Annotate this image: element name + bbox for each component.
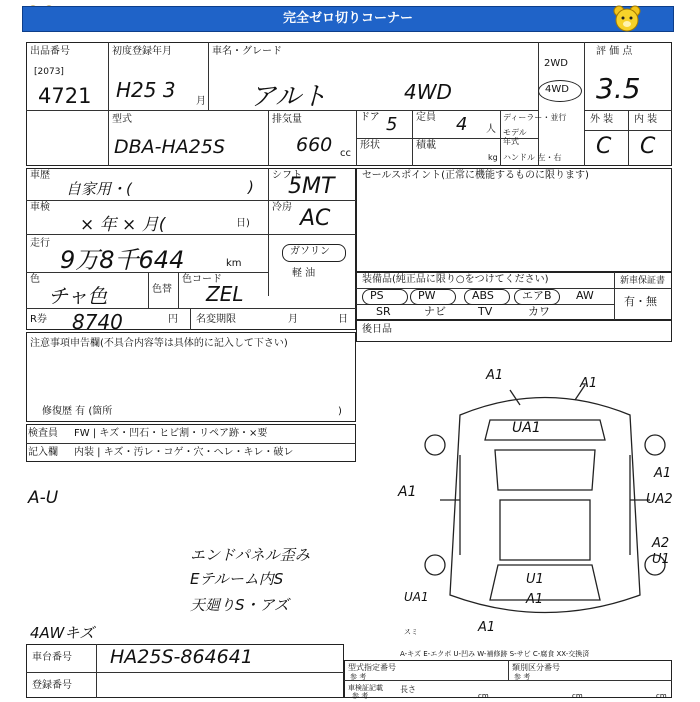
recycle-label: R券 [30, 314, 47, 325]
mark-left-a1: A1 [398, 484, 417, 500]
remark-bottom: 4AWキズ [30, 624, 95, 642]
mileage-unit: km [226, 258, 242, 269]
capacity-label: 定員 [416, 112, 436, 123]
equipment-circle [362, 289, 408, 305]
remark-line-1: エンドパネル歪み [190, 546, 310, 564]
designation-ref: 参 考 [350, 673, 367, 681]
sales-point-box [356, 168, 672, 272]
drive-2wd: 2WD [544, 58, 568, 69]
score-label: 評 価 点 [596, 46, 633, 57]
mark-right-a1: A1 [654, 466, 672, 481]
repair-history: 修復歴 有 (箇所 [42, 406, 113, 417]
load-unit: kg [488, 153, 498, 162]
bear-mascot-right-icon [612, 4, 642, 34]
doors-value: 5 [386, 114, 398, 135]
sales-point-label: セールスポイント(正常に機能するものに限ります) [362, 170, 589, 181]
checker-row-1: FW | キズ・凹石・ヒビ割・リペア跡・×要 [74, 428, 268, 439]
lot-small-number: [2073] [34, 67, 64, 77]
registration-unit: 月 [196, 96, 206, 107]
page-banner [22, 6, 674, 32]
equipment-item: ABS [472, 289, 494, 302]
remark-au: A-U [28, 488, 59, 508]
equipment-item: カワ [528, 305, 550, 318]
capacity-value: 4 [456, 114, 468, 135]
shape-label: 形状 [360, 140, 380, 151]
remark-line-3: 天廻りS・アズ [190, 596, 289, 614]
mileage-label: 走行 [30, 238, 50, 249]
displacement-value: 660 [296, 134, 333, 156]
mark-bottom-a1: A1 [478, 620, 496, 635]
inspection-day: 日) [236, 218, 250, 229]
size-length: 長さ [400, 685, 416, 694]
mark-rear-a1: A1 [526, 592, 544, 607]
fuel-gas: ガソリン [290, 246, 330, 257]
mark-sumi: スミ [404, 628, 418, 636]
inspection-label: 車検 [30, 202, 50, 213]
size-cm-2: cm [572, 692, 583, 700]
capacity-unit: 人 [486, 124, 496, 135]
dealer-label: ディーラー・並行 [503, 113, 567, 122]
history-value: 自家用・( [66, 180, 132, 198]
repair-close: ) [338, 406, 342, 417]
equipment-item: ナビ [424, 305, 446, 318]
exterior-grade: C [596, 134, 612, 159]
fuel-light-oil: 軽 油 [292, 268, 316, 279]
notes-label: 注意事項申告欄(不具合内容等は具体的に記入して下さい) [30, 338, 288, 349]
score-value: 3.5 [596, 72, 641, 105]
banner-title: 完全ゼロ切りコーナー [282, 11, 413, 26]
category-ref: 参 考 [514, 673, 531, 681]
equipment-item: AW [576, 289, 594, 302]
equipment-item: SR [376, 305, 391, 318]
mark-left-ua1: UA1 [404, 590, 429, 604]
equipment-item: エアB [522, 289, 552, 302]
ac-value: AC [300, 206, 331, 231]
drive-4wd: 4WD [545, 84, 569, 95]
recycle-value: 8740 [72, 310, 123, 334]
checker-row-2: 内装 | キズ・汚レ・コゲ・穴・ヘレ・キレ・破レ [74, 447, 294, 458]
color-label: 色 [30, 274, 40, 285]
equipment-item: PW [418, 289, 436, 302]
size-cm-3: cm [656, 692, 667, 700]
displacement-label: 排気量 [272, 114, 302, 125]
ac-label: 冷房 [272, 202, 292, 213]
chassis-number: HA25S-864641 [110, 646, 253, 668]
designation-label: 型式指定番号 [348, 663, 396, 672]
warranty-value: 有・無 [624, 295, 657, 308]
model-label: 型式 [112, 114, 132, 125]
shift-label: シフト [272, 170, 302, 181]
category-label: 類別区分番号 [512, 663, 560, 672]
shift-value: 5MT [288, 174, 335, 199]
remark-line-2: Eテルーム内S [190, 570, 284, 588]
mark-roof-ua1: UA1 [512, 420, 541, 436]
mark-rear-u1: U1 [526, 572, 544, 587]
color-value: チャ色 [48, 284, 108, 308]
name-change-label: 名変期限 [196, 314, 236, 325]
interior-grade: C [640, 134, 656, 159]
mileage-value: 9万8千644 [60, 246, 185, 274]
rear-items-label: 後日品 [362, 324, 392, 335]
history-label: 車歴 [30, 170, 50, 181]
lot-label: 出品番号 [30, 46, 70, 57]
registration-label: 初度登録年月 [112, 46, 172, 57]
warranty-label: 新車保証書 [620, 276, 666, 286]
mark-top-a1-right: A1 [580, 376, 598, 391]
registration-no-label: 登録番号 [32, 680, 72, 691]
rear-items-box [356, 320, 672, 342]
history-close: ) [248, 178, 254, 196]
size-cert-label: 車検証記載 [348, 684, 383, 692]
size-cm-1: cm [478, 692, 489, 700]
damage-legend: A-キズ E-エクボ U-凹み W-補修跡 S-サビ C-腐食 XX-交換済 [400, 650, 590, 658]
exterior-label: 外 装 [590, 114, 614, 125]
mark-right-u1: U1 [652, 552, 670, 567]
model-value: DBA-HA25S [114, 136, 226, 158]
lot-number: 4721 [38, 84, 92, 108]
mark-right-a2: A2 [652, 536, 670, 551]
size-ref: 参 考 [352, 692, 369, 700]
mark-right-ua2: UA2 [646, 492, 673, 507]
car-name: アルト [250, 82, 327, 112]
color-code-label: 色コード [182, 274, 222, 285]
checker-label-2: 記入欄 [28, 447, 58, 458]
doors-label: ドア [360, 112, 380, 123]
name-change-month: 月 [288, 314, 298, 325]
interior-label: 内 装 [634, 114, 658, 125]
model-year-label: モデル 年式 [503, 128, 527, 146]
equipment-item: PS [370, 289, 384, 302]
equipment-item: TV [478, 305, 493, 318]
registration-value: H25 3 [116, 78, 176, 102]
car-drive: 4WD [404, 80, 452, 104]
mark-top-a1: A1 [486, 368, 504, 383]
recycle-unit: 円 [168, 314, 178, 325]
load-label: 積載 [416, 140, 436, 151]
chassis-label: 車台番号 [32, 652, 72, 663]
checker-label-1: 検査員 [28, 428, 58, 439]
car-name-label: 車名・グレード [212, 46, 282, 57]
name-change-day: 日 [338, 314, 348, 325]
handle-label: ハンドル 左・右 [503, 153, 562, 162]
inspection-value: × 年 × 月( [80, 215, 166, 235]
color-code: ZEL [206, 282, 244, 306]
displacement-unit: cc [340, 148, 351, 159]
equipment-label: 装備品(純正品に限り○をつけてください) [362, 274, 549, 285]
color-change-label: 色替 [152, 284, 172, 295]
